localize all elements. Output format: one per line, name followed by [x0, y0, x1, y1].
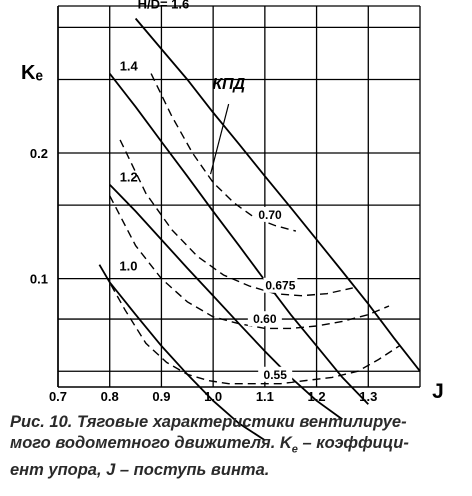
- x-tick-label: 0.8: [100, 389, 119, 404]
- efficiency-curve-line: [110, 196, 389, 329]
- x-axis-title: J: [432, 380, 444, 403]
- x-tick-label: 1.3: [359, 389, 378, 404]
- caption-subscript: e: [291, 443, 298, 456]
- thrust-curve-line: [110, 185, 343, 420]
- thrust-curve-label: 1.2: [119, 169, 138, 185]
- efficiency-curve-line: [105, 273, 400, 383]
- thrust-curve-label: H/D= 1.6: [137, 0, 190, 12]
- x-tick-label: 0.9: [152, 389, 171, 404]
- x-tick-label: 0.7: [48, 389, 68, 404]
- x-tick-label: 1.2: [307, 389, 326, 404]
- x-tick-label: 1.1: [255, 389, 274, 404]
- caption-line-2-part-1: мого водометного движителя. K: [10, 434, 292, 452]
- annotation-label: КПД: [212, 75, 246, 93]
- efficiency-curve-label: 0.60: [253, 312, 277, 327]
- efficiency-curve-label: 0.55: [263, 367, 287, 382]
- caption-line-1: Рис. 10. Тяговые характеристики вентилируе-: [10, 413, 407, 431]
- efficiency-curve-label: 0.675: [265, 278, 296, 293]
- y-tick-label: 0.2: [29, 145, 48, 161]
- efficiency-curve-line: [120, 140, 353, 296]
- thrust-curve-label: 1.4: [119, 58, 138, 74]
- thrust-curve-line: [110, 74, 369, 405]
- caption-line-3: ент упора, J – поступь винта.: [10, 461, 270, 480]
- y-axis-title: Kₑ: [21, 62, 43, 84]
- thrust-curve-label: 1.0: [119, 258, 138, 274]
- y-tick-label: 0.1: [29, 271, 48, 287]
- efficiency-curve-label: 0.70: [258, 207, 282, 222]
- caption-line-2: [10, 433, 465, 460]
- figure-caption: [10, 412, 465, 481]
- x-tick-label: 1.0: [204, 389, 223, 404]
- caption-line-2-part-2: – коэффици-: [297, 434, 409, 452]
